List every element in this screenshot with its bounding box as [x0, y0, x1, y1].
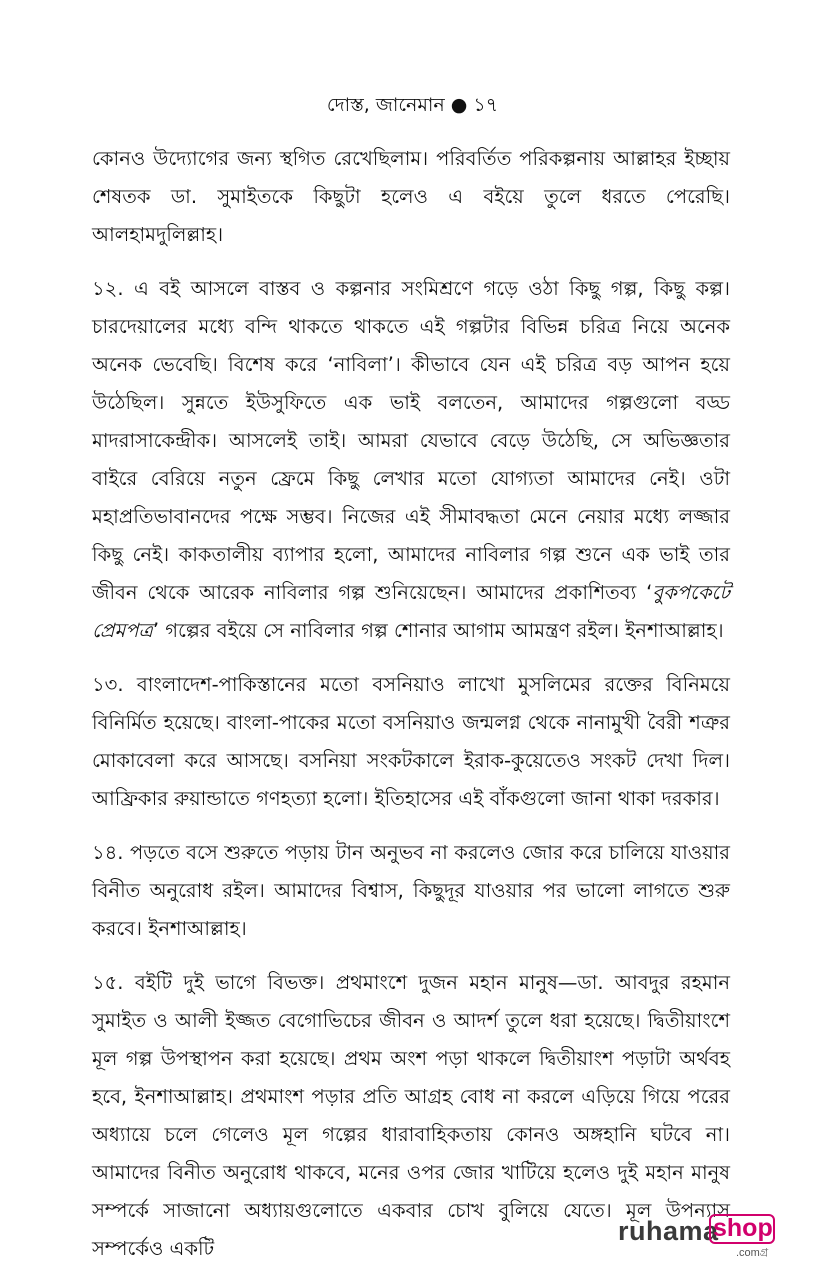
paragraph-text: কোনও উদ্যোগের জন্য স্থগিত রেখেছিলাম। পরিবর্তিত পরিকল্পনায় আল্লাহর ইচ্ছায় শেষতক ডা. সুমাইতকে কিছুটা হলেও এ বইয়ে তুলে ধরতে পেরেছি। আলহামদুলিল্লাহ। [92, 147, 730, 246]
page-number: ১৭ [473, 94, 499, 116]
paragraph-number: ১২. [92, 277, 124, 300]
paragraph-number: ১৩. [92, 673, 124, 696]
book-title-italic: বুকপকেটে প্রেমপত্র [92, 581, 730, 642]
paragraph-continuation [92, 140, 730, 254]
paragraph-text: পড়তে বসে শুরুতে পড়ায় টান অনুভব না করলেও জোর করে চালিয়ে যাওয়ার বিনীত অনুরোধ রইল। আমাদের বিশ্বাস, কিছুদূর যাওয়ার পর ভালো লাগতে শুরু করবে। ইনশাআল্লাহ। [92, 841, 731, 940]
paragraph-text: ’ গল্পের বইয়ে সে নাবিলার গল্প শোনার আগাম আমন্ত্রণ রইল। ইনশাআল্লাহ। [152, 619, 724, 642]
body-text [92, 140, 730, 1284]
logo-text-ruhama: ruhama [618, 1216, 719, 1246]
paragraph-number: ১৫. [92, 971, 124, 994]
logo-text-domain: .comগ্র [736, 1247, 769, 1259]
header-bullet: ● [450, 94, 468, 116]
paragraph-text: বইটি দুই ভাগে বিভক্ত। প্রথমাংশে দুজন মহান মানুষ—ডা. আবদুর রহমান সুমাইত ও আলী ইজ্জত বেগোভিচের জীবন ও আদর্শ তুলে ধরা হয়েছে। দ্বিতীয়াংশে মূল গল্প উপস্থাপন করা হয়েছে। প্রথম অংশ পড়া থাকলে দ্বিতীয়াংশ পড়াটা অর্থবহ হবে, ইনশাআল্লাহ। প্রথমাংশ পড়ার প্রতি আগ্রহ বোধ না করলে এড়িয়ে গিয়ে পরের অধ্যায়ে চলে গেলেও মূল গল্পের ধারাবাহিকতায় কোনও অঙ্গহানি ঘটবে না। আমাদের বিনীত অনুরোধ থাকবে, মনের ওপর জোর খাটিয়ে হলেও দুই মহান মানুষ সম্পর্কে সাজানো অধ্যায়গুলোতে একবার চোখ বুলিয়ে যেতে। মূল উপন্যাস সম্পর্কেও একটি [92, 971, 730, 1260]
book-title: দোস্ত, জানেমান [326, 94, 445, 116]
running-header [0, 92, 825, 118]
paragraph-number: ১৪. [92, 841, 124, 864]
paragraph-text: এ বই আসলে বাস্তব ও কল্পনার সংমিশ্রণে গড়ে ওঠা কিছু গল্প, কিছু কল্প। চারদেয়ালের মধ্যে বন্দি থাকতে থাকতে এই গল্পটার বিভিন্ন চরিত্র নিয়ে অনেক অনেক ভেবেছি। বিশেষ করে ‘নাবিলা’। কীভাবে যেন এই চরিত্র বড় আপন হয়ে উঠেছিল। সুন্নতে ইউসুফিতে এক ভাই বলতেন, আমাদের গল্পগুলো বড্ড মাদরাসাকেন্দ্রীক। আসলেই তাই। আমরা যেভাবে বেড়ে উঠেছি, সে অভিজ্ঞতার বাইরে বেরিয়ে নতুন ফ্রেমে কিছু লেখার মতো যোগ্যতা আমাদের নেই। ওটা মহাপ্রতিভাবানদের পক্ষে সম্ভব। নিজের এই সীমাবদ্ধতা মেনে নেয়ার মধ্যে লজ্জার কিছু নেই। কাকতালীয় ব্যাপার হলো, আমাদের নাবিলার গল্প শুনে এক ভাই তার জীবন থেকে আরেক নাবিলার গল্প শুনিয়েছেন। আমাদের প্রকাশিতব্য ‘ [92, 277, 730, 604]
paragraph-14 [92, 834, 730, 948]
paragraph-text: বাংলাদেশ-পাকিস্তানের মতো বসনিয়াও লাখো মুসলিমের রক্তের বিনিময়ে বিনির্মিত হয়েছে। বাংলা-পাকের মতো বসনিয়াও জন্মলগ্ন থেকে নানামুখী বৈরী শত্রুর মোকাবেলা করে আসছে। বসনিয়া সংকটকালে ইরাক-কুয়েতেও সংকট দেখা দিল। আফ্রিকার রুয়ান্ডাতে গণহত্যা হলো। ইতিহাসের এই বাঁকগুলো জানা থাকা দরকার। [92, 673, 730, 810]
logo-text-shop: shop [713, 1214, 773, 1242]
paragraph-13 [92, 666, 730, 818]
ruhamashop-logo [618, 1210, 778, 1260]
paragraph-12 [92, 270, 730, 650]
